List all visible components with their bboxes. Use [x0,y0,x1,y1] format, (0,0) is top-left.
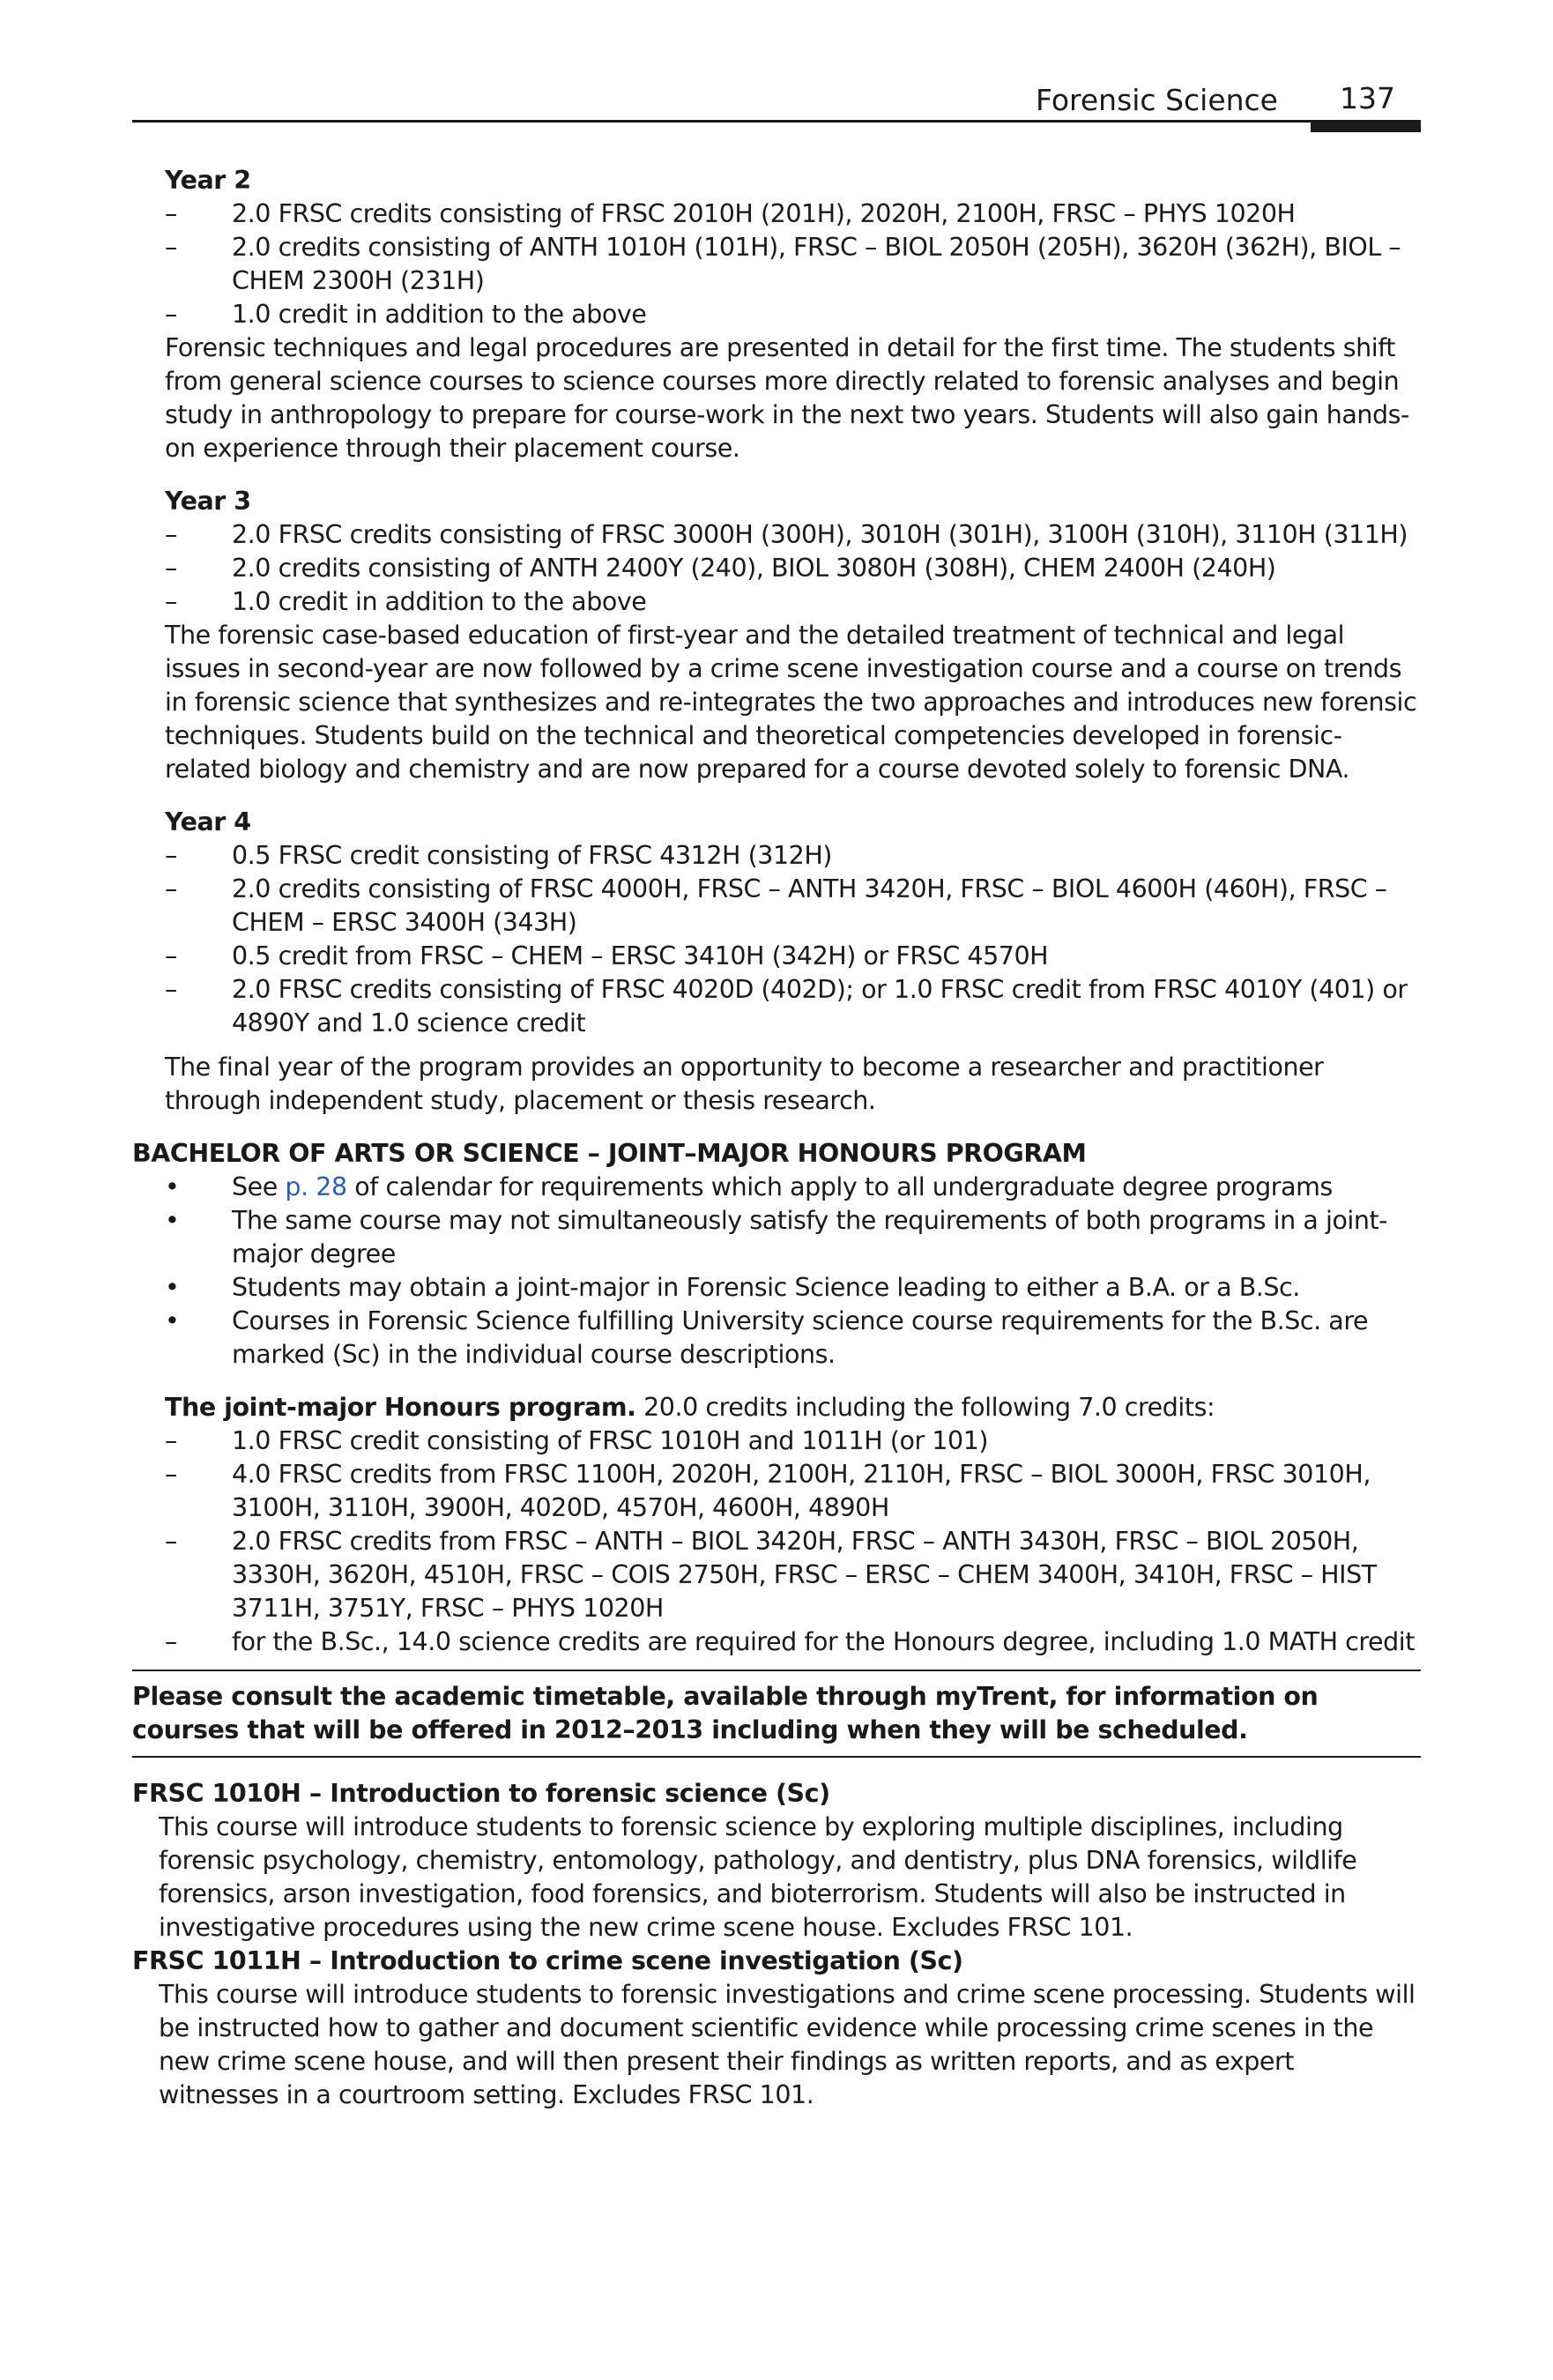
bullet-text: of calendar for requirements which apply to all undergraduate degree programs [346,1172,1333,1201]
joint-major-item: – 4.0 FRSC credits from FRSC 1100H, 2020H, 2100H, 2110H, FRSC – BIOL 3000H, FRSC 3010H, 3100H, 3110H, 3900H, 4020D, 4570H, 4600H, 4890H [165,1458,1421,1525]
joint-major-item: – for the B.Sc., 14.0 science credits are required for the Honours degree, including 1.0 MATH credit [165,1625,1421,1659]
year2-item: – 2.0 credits consisting of ANTH 1010H (101H), FRSC – BIOL 2050H (205H), 3620H (362H), BIOL – CHEM 2300H (231H) [165,231,1421,298]
joint-major-bullet: • The same course may not simultaneously satisfy the requirements of both programs in a joint-major degree [165,1204,1421,1271]
year3-item: – 2.0 FRSC credits consisting of FRSC 3000H (300H), 3010H (301H), 3100H (310H), 3110H (311H) [165,518,1421,552]
year3-heading: Year 3 [165,487,251,516]
page-number: 137 [1340,81,1395,115]
year3-item: – 1.0 credit in addition to the above [165,585,1421,619]
year4-item: – 2.0 credits consisting of FRSC 4000H, FRSC – ANTH 3420H, FRSC – BIOL 4600H (460H), FRSC – CHEM – ERSC 3400H (343H) [165,873,1421,940]
course-description: This course will introduce students to forensic investigations and crime scene processing. Students will be instructed how to gather and document scientific evidence while processing crime scenes in the new crime scene house, and will then present their findings as written reports, and as expert witnesses in a courtroom setting. Excludes FRSC 101. [159,1980,1416,2109]
course-title: FRSC 1010H – Introduction to forensic science (Sc) [132,1779,830,1808]
year2-heading: Year 2 [165,166,251,195]
program-text: 20.0 credits including the following 7.0 credits: [635,1393,1215,1422]
joint-major-item: – 1.0 FRSC credit consisting of FRSC 1010H and 1011H (or 101) [165,1424,1421,1458]
year4-item: – 0.5 credit from FRSC – CHEM – ERSC 3410H (342H) or FRSC 4570H [165,940,1421,973]
year4-heading: Year 4 [165,807,251,837]
program-label: The joint-major Honours program. [165,1393,636,1422]
header-rule [132,120,1421,123]
course-title: FRSC 1011H – Introduction to crime scene investigation (Sc) [132,1946,963,1975]
program-summary [165,1391,1421,1424]
joint-major-item: – 2.0 FRSC credits from FRSC – ANTH – BIOL 3420H, FRSC – ANTH 3430H, FRSC – BIOL 2050H, 3330H, 3620H, 4510H, FRSC – COIS 2750H, FRSC – ERSC – CHEM 3400H, 3410H, FRSC – HIST 3711H, 3751Y, FRSC – PHYS 1020H [165,1525,1421,1625]
joint-major-bullet: • Courses in Forensic Science fulfilling University science course requirements for the B.Sc. are marked (Sc) in the individual course descriptions. [165,1305,1421,1372]
page-link[interactable]: p. 28 [285,1172,347,1201]
running-header-title: Forensic Science [1036,83,1278,117]
year2-item: – 2.0 FRSC credits consisting of FRSC 2010H (201H), 2020H, 2100H, FRSC – PHYS 1020H [165,197,1421,231]
year4-item: – 0.5 FRSC credit consisting of FRSC 4312H (312H) [165,839,1421,873]
year4-item: – 2.0 FRSC credits consisting of FRSC 4020D (402D); or 1.0 FRSC credit from FRSC 4010Y (401) or 4890Y and 1.0 science credit [165,973,1421,1040]
year3-item: – 2.0 credits consisting of ANTH 2400Y (240), BIOL 3080H (308H), CHEM 2400H (240H) [165,552,1421,585]
year2-paragraph: Forensic techniques and legal procedures are presented in detail for the first time. The students shift from general science courses to science courses more directly related to forensic analyses and begin study in anthropology to prepare for course-work in the next two years. Students will also gain hands-on experience through their placement course. [165,333,1409,463]
joint-major-bullet [165,1171,1421,1204]
year2-item: – 1.0 credit in addition to the above [165,298,1421,331]
joint-major-bullet: • Students may obtain a joint-major in Forensic Science leading to either a B.A. or a B.Sc. [165,1271,1421,1305]
course-description: This course will introduce students to forensic science by exploring multiple disciplines, including forensic psychology, chemistry, entomology, pathology, and dentistry, plus DNA forensics, wildlife forensics, arson investigation, food forensics, and bioterrorism. Students will also be instructed in investigative procedures using the new crime scene house. Excludes FRSC 101. [159,1812,1357,1942]
year3-paragraph: The forensic case-based education of first-year and the detailed treatment of technical and legal issues in second-year are now followed by a crime scene investigation course and a course on trends in forensic science that synthesizes and re-integrates the two approaches and introduces new forensic techniques. Students build on the technical and theoretical competencies developed in forensic-related biology and chemistry and are now prepared for a course devoted solely to forensic DNA. [165,621,1417,784]
timetable-notice: Please consult the academic timetable, available through myTrent, for information on courses that will be offered in 2012–2013 including when they will be scheduled. [132,1682,1319,1744]
year4-paragraph: The final year of the program provides an opportunity to become a researcher and practitioner through independent study, placement or thesis research. [165,1052,1324,1115]
header-tab-bar [1311,120,1421,132]
bullet-text: See [232,1172,286,1201]
page-content [132,159,1421,2112]
joint-major-heading: BACHELOR OF ARTS OR SCIENCE – JOINT–MAJOR HONOURS PROGRAM [132,1139,1087,1168]
